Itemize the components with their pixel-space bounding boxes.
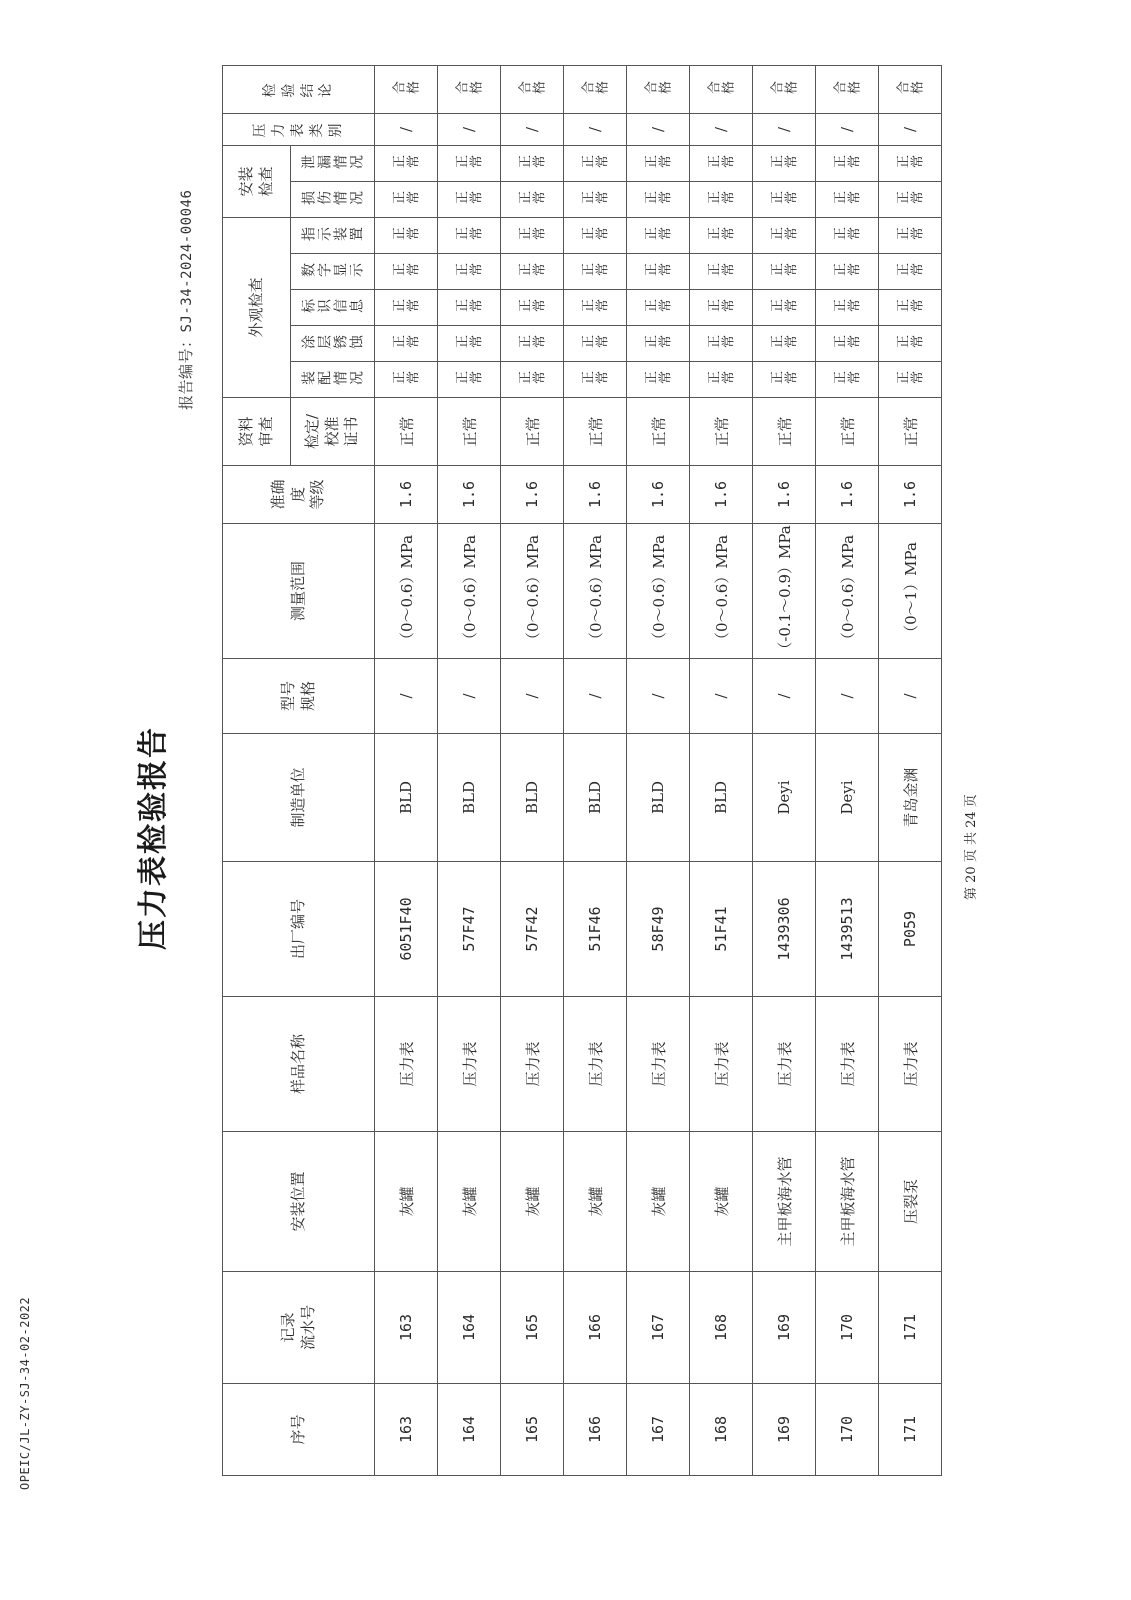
table-row xyxy=(375,65,438,1475)
cell-check: 正常 xyxy=(501,326,564,362)
cell-check: 正常 xyxy=(438,145,501,181)
cell-check: 正常 xyxy=(879,362,942,398)
cell-check: 正常 xyxy=(564,218,627,254)
cell-check: 正常 xyxy=(438,326,501,362)
cell-serial: 6051F40 xyxy=(375,862,438,997)
cell-conclusion: 合格 xyxy=(690,65,753,113)
cell-check: 正常 xyxy=(375,218,438,254)
cell-check: 正常 xyxy=(753,145,816,181)
cell-check: 正常 xyxy=(375,254,438,290)
cell-check: 正常 xyxy=(564,182,627,218)
cell-location: 灰罐 xyxy=(627,1132,690,1272)
header-location: 安装位置 xyxy=(223,1132,375,1272)
cell-model: / xyxy=(690,659,753,734)
cell-range: （0～0.6）MPa xyxy=(627,524,690,659)
header-model: 型号 规格 xyxy=(223,659,375,734)
header-record-no: 记录 流水号 xyxy=(223,1272,375,1384)
cell-serial: 51F46 xyxy=(564,862,627,997)
cell-cert: 正常 xyxy=(627,398,690,466)
cell-check: 正常 xyxy=(501,182,564,218)
cell-record-no: 165 xyxy=(501,1272,564,1384)
cell-sample-name: 压力表 xyxy=(438,997,501,1132)
cell-record-no: 169 xyxy=(753,1272,816,1384)
cell-check: 正常 xyxy=(627,182,690,218)
cell-check: 正常 xyxy=(627,326,690,362)
cell-conclusion: 合格 xyxy=(438,65,501,113)
cell-maker: BLD xyxy=(627,734,690,862)
cell-category: / xyxy=(879,113,942,145)
cell-conclusion: 合格 xyxy=(501,65,564,113)
cell-cert: 正常 xyxy=(564,398,627,466)
header-assembly: 装配情况 xyxy=(291,362,375,398)
cell-range: （0～0.6）MPa xyxy=(564,524,627,659)
header-paint: 涂层锈蚀 xyxy=(291,326,375,362)
cell-check: 正常 xyxy=(375,145,438,181)
table-row xyxy=(438,65,501,1475)
cell-location: 灰罐 xyxy=(690,1132,753,1272)
cell-category: / xyxy=(753,113,816,145)
cell-range: （0～0.6）MPa xyxy=(438,524,501,659)
cell-check: 正常 xyxy=(879,145,942,181)
cell-check: 正常 xyxy=(753,218,816,254)
cell-check: 正常 xyxy=(816,182,879,218)
form-code: OPEIC/JL-ZY-SJ-34-02-2022 xyxy=(18,1296,32,1490)
cell-conclusion: 合格 xyxy=(564,65,627,113)
header-seq: 序号 xyxy=(223,1384,375,1476)
table-row xyxy=(627,65,690,1475)
cell-maker: BLD xyxy=(375,734,438,862)
cell-check: 正常 xyxy=(438,362,501,398)
table-row xyxy=(816,65,879,1475)
cell-check: 正常 xyxy=(627,290,690,326)
cell-model: / xyxy=(564,659,627,734)
cell-check: 正常 xyxy=(690,362,753,398)
cell-check: 正常 xyxy=(564,254,627,290)
cell-record-no: 171 xyxy=(879,1272,942,1384)
cell-maker: BLD xyxy=(501,734,564,862)
header-accuracy: 准确 度 等级 xyxy=(223,466,375,524)
cell-check: 正常 xyxy=(879,182,942,218)
cell-seq: 169 xyxy=(753,1384,816,1476)
cell-maker: BLD xyxy=(564,734,627,862)
cell-check: 正常 xyxy=(753,362,816,398)
table-row xyxy=(690,65,753,1475)
cell-range: （0～0.6）MPa xyxy=(501,524,564,659)
cell-location: 灰罐 xyxy=(438,1132,501,1272)
cell-check: 正常 xyxy=(879,218,942,254)
cell-check: 正常 xyxy=(816,218,879,254)
header-doc-review: 资料 审查 xyxy=(223,398,291,466)
cell-location: 灰罐 xyxy=(501,1132,564,1272)
header-damage: 损伤情况 xyxy=(291,182,375,218)
cell-conclusion: 合格 xyxy=(753,65,816,113)
cell-cert: 正常 xyxy=(753,398,816,466)
header-cert: 检定/ 校准 证书 xyxy=(291,398,375,466)
cell-check: 正常 xyxy=(438,254,501,290)
cell-sample-name: 压力表 xyxy=(816,997,879,1132)
cell-check: 正常 xyxy=(816,290,879,326)
cell-location: 压裂泵 xyxy=(879,1132,942,1272)
cell-maker: 青岛金渊 xyxy=(879,734,942,862)
cell-seq: 171 xyxy=(879,1384,942,1476)
cell-seq: 166 xyxy=(564,1384,627,1476)
cell-cert: 正常 xyxy=(375,398,438,466)
cell-record-no: 170 xyxy=(816,1272,879,1384)
cell-model: / xyxy=(753,659,816,734)
cell-record-no: 167 xyxy=(627,1272,690,1384)
cell-range: （-0.1～0.9）MPa xyxy=(753,524,816,659)
cell-record-no: 163 xyxy=(375,1272,438,1384)
document-title: 压力表检验报告 xyxy=(136,726,171,950)
header-conclusion: 检 验 结 论 xyxy=(223,65,375,113)
header-serial: 出厂编号 xyxy=(223,862,375,997)
cell-maker: BLD xyxy=(690,734,753,862)
cell-maker: BLD xyxy=(438,734,501,862)
cell-category: / xyxy=(690,113,753,145)
header-range: 测量范围 xyxy=(223,524,375,659)
cell-category: / xyxy=(627,113,690,145)
cell-check: 正常 xyxy=(816,145,879,181)
cell-seq: 168 xyxy=(690,1384,753,1476)
cell-check: 正常 xyxy=(753,290,816,326)
cell-check: 正常 xyxy=(627,218,690,254)
cell-accuracy: 1.6 xyxy=(438,466,501,524)
cell-category: / xyxy=(438,113,501,145)
cell-serial: P059 xyxy=(879,862,942,997)
table-row xyxy=(564,65,627,1475)
cell-seq: 165 xyxy=(501,1384,564,1476)
cell-conclusion: 合格 xyxy=(879,65,942,113)
cell-range: （0～0.6）MPa xyxy=(816,524,879,659)
cell-check: 正常 xyxy=(564,145,627,181)
cell-check: 正常 xyxy=(690,218,753,254)
cell-cert: 正常 xyxy=(690,398,753,466)
cell-check: 正常 xyxy=(816,362,879,398)
cell-check: 正常 xyxy=(690,145,753,181)
cell-sample-name: 压力表 xyxy=(501,997,564,1132)
cell-sample-name: 压力表 xyxy=(879,997,942,1132)
cell-accuracy: 1.6 xyxy=(690,466,753,524)
cell-check: 正常 xyxy=(564,290,627,326)
report-number xyxy=(175,190,196,410)
cell-location: 主甲板海水管 xyxy=(816,1132,879,1272)
cell-sample-name: 压力表 xyxy=(627,997,690,1132)
cell-seq: 170 xyxy=(816,1384,879,1476)
cell-check: 正常 xyxy=(627,362,690,398)
cell-accuracy: 1.6 xyxy=(627,466,690,524)
cell-sample-name: 压力表 xyxy=(753,997,816,1132)
cell-record-no: 166 xyxy=(564,1272,627,1384)
cell-check: 正常 xyxy=(375,182,438,218)
cell-accuracy: 1.6 xyxy=(879,466,942,524)
table-body xyxy=(375,65,942,1475)
header-maker: 制造单位 xyxy=(223,734,375,862)
cell-cert: 正常 xyxy=(816,398,879,466)
cell-cert: 正常 xyxy=(879,398,942,466)
cell-check: 正常 xyxy=(501,218,564,254)
cell-serial: 57F47 xyxy=(438,862,501,997)
cell-check: 正常 xyxy=(690,182,753,218)
cell-seq: 163 xyxy=(375,1384,438,1476)
page-footer: 第 20 页 共 24 页 xyxy=(964,794,979,900)
cell-serial: 58F49 xyxy=(627,862,690,997)
cell-check: 正常 xyxy=(816,254,879,290)
cell-check: 正常 xyxy=(753,182,816,218)
cell-check: 正常 xyxy=(753,326,816,362)
cell-check: 正常 xyxy=(501,290,564,326)
cell-check: 正常 xyxy=(627,254,690,290)
header-mark: 标识信息 xyxy=(291,290,375,326)
cell-check: 正常 xyxy=(501,254,564,290)
cell-model: / xyxy=(501,659,564,734)
cell-check: 正常 xyxy=(564,362,627,398)
cell-check: 正常 xyxy=(438,290,501,326)
cell-accuracy: 1.6 xyxy=(564,466,627,524)
cell-accuracy: 1.6 xyxy=(753,466,816,524)
header-sample-name: 样品名称 xyxy=(223,997,375,1132)
cell-serial: 51F41 xyxy=(690,862,753,997)
cell-check: 正常 xyxy=(375,326,438,362)
cell-category: / xyxy=(564,113,627,145)
cell-range: （0～0.6）MPa xyxy=(690,524,753,659)
cell-cert: 正常 xyxy=(501,398,564,466)
table-row xyxy=(501,65,564,1475)
cell-sample-name: 压力表 xyxy=(690,997,753,1132)
cell-check: 正常 xyxy=(501,145,564,181)
cell-model: / xyxy=(375,659,438,734)
cell-model: / xyxy=(627,659,690,734)
cell-check: 正常 xyxy=(690,254,753,290)
cell-range: （0～0.6）MPa xyxy=(375,524,438,659)
header-install: 安装 检查 xyxy=(223,145,291,217)
header-leak: 泄漏情况 xyxy=(291,145,375,181)
cell-range: （0～1）MPa xyxy=(879,524,942,659)
cell-check: 正常 xyxy=(438,182,501,218)
cell-accuracy: 1.6 xyxy=(375,466,438,524)
cell-check: 正常 xyxy=(690,290,753,326)
cell-location: 灰罐 xyxy=(564,1132,627,1272)
cell-serial: 1439306 xyxy=(753,862,816,997)
cell-check: 正常 xyxy=(501,362,564,398)
cell-check: 正常 xyxy=(438,218,501,254)
cell-model: / xyxy=(438,659,501,734)
cell-sample-name: 压力表 xyxy=(375,997,438,1132)
cell-serial: 1439513 xyxy=(816,862,879,997)
cell-check: 正常 xyxy=(375,362,438,398)
cell-location: 主甲板海水管 xyxy=(753,1132,816,1272)
cell-category: / xyxy=(501,113,564,145)
cell-accuracy: 1.6 xyxy=(501,466,564,524)
cell-maker: Deyi xyxy=(753,734,816,862)
cell-check: 正常 xyxy=(564,326,627,362)
cell-category: / xyxy=(375,113,438,145)
cell-seq: 164 xyxy=(438,1384,501,1476)
cell-check: 正常 xyxy=(690,326,753,362)
cell-record-no: 164 xyxy=(438,1272,501,1384)
cell-check: 正常 xyxy=(879,326,942,362)
cell-location: 灰罐 xyxy=(375,1132,438,1272)
cell-model: / xyxy=(816,659,879,734)
table-row xyxy=(879,65,942,1475)
inspection-table xyxy=(222,65,942,1476)
cell-conclusion: 合格 xyxy=(375,65,438,113)
cell-check: 正常 xyxy=(879,254,942,290)
cell-check: 正常 xyxy=(627,145,690,181)
cell-serial: 57F42 xyxy=(501,862,564,997)
cell-check: 正常 xyxy=(816,326,879,362)
table-row xyxy=(753,65,816,1475)
cell-conclusion: 合格 xyxy=(627,65,690,113)
header-pointer: 指示装置 xyxy=(291,218,375,254)
cell-sample-name: 压力表 xyxy=(564,997,627,1132)
cell-category: / xyxy=(816,113,879,145)
cell-record-no: 168 xyxy=(690,1272,753,1384)
cell-conclusion: 合格 xyxy=(816,65,879,113)
report-number-value: SJ-34-2024-00046 xyxy=(179,189,195,333)
header-appearance: 外观检查 xyxy=(223,218,291,398)
cell-cert: 正常 xyxy=(438,398,501,466)
cell-check: 正常 xyxy=(879,290,942,326)
cell-check: 正常 xyxy=(375,290,438,326)
cell-check: 正常 xyxy=(753,254,816,290)
header-pressure-category: 压 力 表 类 别 xyxy=(223,113,375,145)
cell-model: / xyxy=(879,659,942,734)
cell-seq: 167 xyxy=(627,1384,690,1476)
cell-maker: Deyi xyxy=(816,734,879,862)
header-digit: 数字显示 xyxy=(291,254,375,290)
report-number-label: 报告编号： xyxy=(177,332,195,410)
cell-accuracy: 1.6 xyxy=(816,466,879,524)
